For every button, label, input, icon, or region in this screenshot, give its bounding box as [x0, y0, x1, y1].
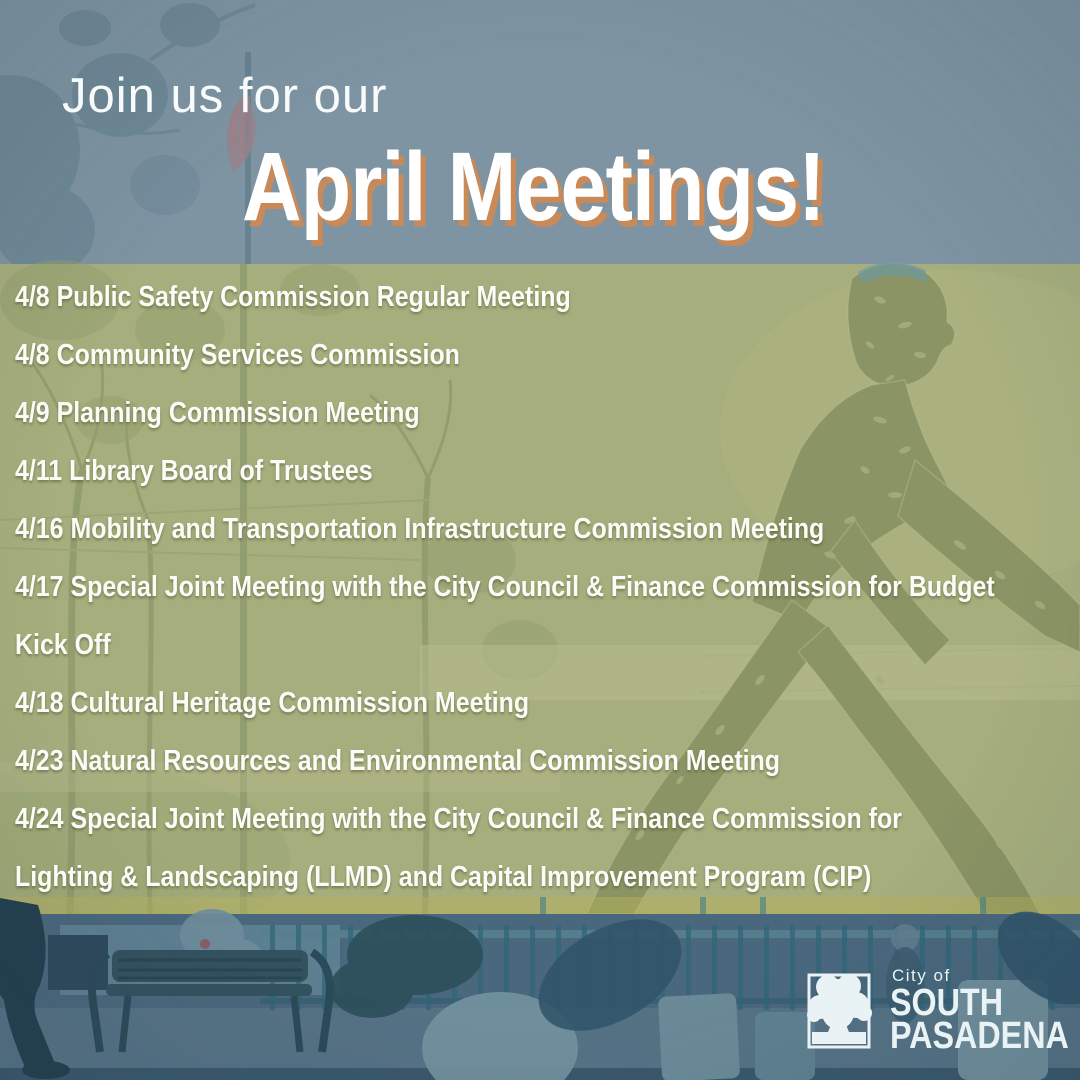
meeting-item-line: 4/24 Special Joint Meeting with the City Council & Finance Commission for [15, 803, 902, 835]
meeting-item-line: Kick Off [15, 629, 111, 661]
meeting-item-line: 4/17 Special Joint Meeting with the City Council & Finance Commission for Budget [15, 571, 995, 603]
logo-city-line1: SOUTH [890, 982, 1004, 1024]
meetings-list [15, 268, 1080, 906]
meeting-item-line: 4/23 Natural Resources and Environmental Commission Meeting [15, 745, 781, 777]
meeting-item-line: 4/16 Mobility and Transportation Infrastructure Commission Meeting [15, 513, 825, 545]
logo-city-line2: PASADENA [890, 1015, 1069, 1058]
meeting-item-line: 4/8 Public Safety Commission Regular Meeting [15, 281, 571, 313]
meeting-item-line: 4/9 Planning Commission Meeting [15, 397, 420, 429]
page-title: April Meetings! [242, 132, 825, 241]
logo-text [890, 964, 1080, 1058]
meeting-item-line: 4/11 Library Board of Trustees [15, 455, 373, 487]
meeting-item-line: 4/18 Cultural Heritage Commission Meeting [15, 687, 530, 719]
city-logo [806, 964, 1080, 1058]
tree-icon [806, 968, 878, 1052]
meeting-item-line: 4/8 Community Services Commission [15, 339, 460, 371]
meeting-item-line: Lighting & Landscaping (LLMD) and Capital Improvement Program (CIP) [15, 861, 872, 893]
logo-tagline: City of [892, 966, 951, 985]
kicker-text: Join us for our [62, 69, 388, 123]
